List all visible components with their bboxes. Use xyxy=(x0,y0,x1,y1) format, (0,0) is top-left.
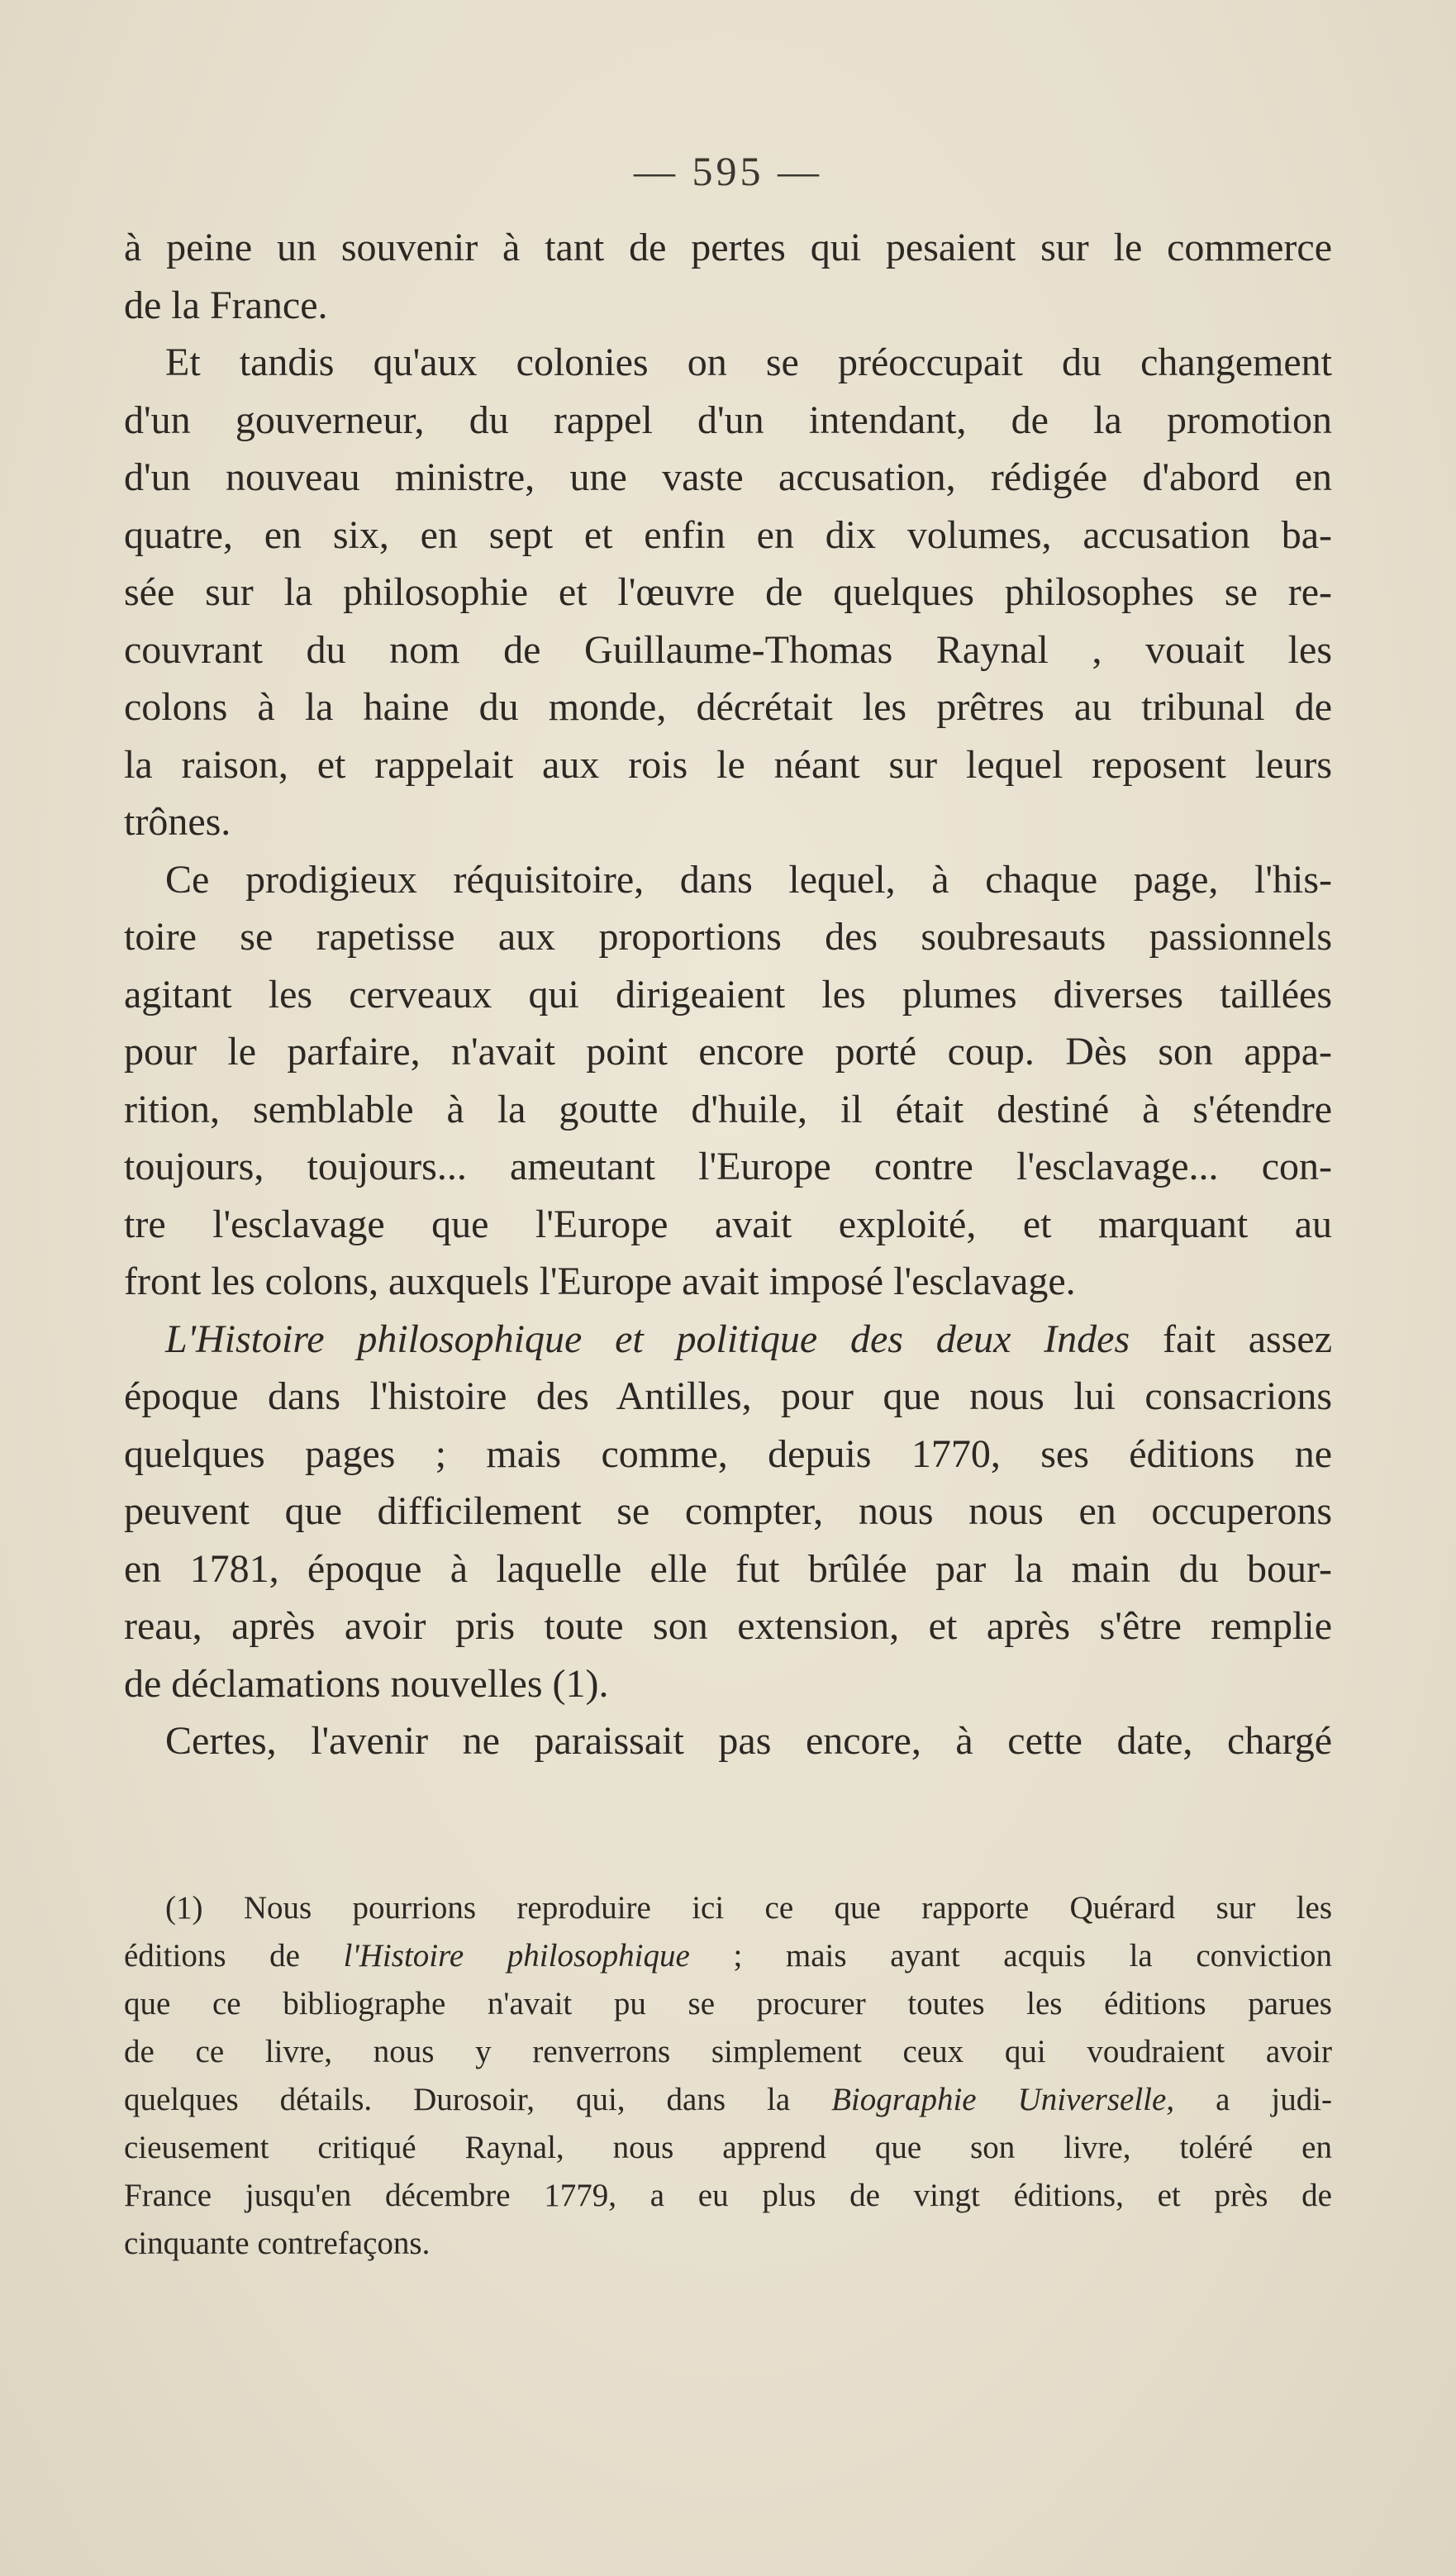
footnote-line: cieusement critiqué Raynal, nous apprend que son livre, toléré en xyxy=(124,2130,1332,2165)
text-line: Ce prodigieux réquisitoire, dans lequel, à chaque page, l'his- xyxy=(165,857,1332,902)
text-line: toujours, toujours... ameutant l'Europe contre l'esclavage... con- xyxy=(124,1145,1332,1188)
footnote-line: que ce bibliographe n'avait pu se procurer toutes les éditions parues xyxy=(124,1986,1332,2021)
footnote-line xyxy=(124,2076,1332,2124)
text-line: à peine un souvenir à tant de pertes qui pesaient sur le commerce xyxy=(124,226,1332,269)
footnote-line: (1) Nous pourrions reproduire ici ce que rapporte Quérard sur les xyxy=(165,1890,1332,1926)
book-title-italic: l'Histoire philosophique xyxy=(343,1938,690,1974)
text-line xyxy=(124,1311,1332,1369)
text-line: colons à la haine du monde, décrétait les prêtres au tribunal de xyxy=(124,685,1332,729)
text-fragment: éditions de xyxy=(124,1938,344,1974)
footnote-line: de ce livre, nous y renverrons simplement ceux qui voudraient avoir xyxy=(124,2034,1332,2069)
footnote-line: France jusqu'en décembre 1779, a eu plus de vingt éditions, et près de xyxy=(124,2178,1332,2213)
text-fragment: ; mais ayant acquis la conviction xyxy=(689,1938,1332,1974)
text-line: quelques pages ; mais comme, depuis 1770, ses éditions ne xyxy=(124,1431,1332,1476)
text-line: quatre, en six, en sept et enfin en dix volumes, accusation ba- xyxy=(124,512,1332,557)
text-line: toire se rapetisse aux proportions des soubresauts passionnels xyxy=(124,915,1332,959)
text-line: rition, semblable à la goutte d'huile, il était destiné à s'étendre xyxy=(124,1087,1332,1131)
text-line: d'un nouveau ministre, une vaste accusation, rédigée d'abord en xyxy=(124,455,1332,499)
text-line: tre l'esclavage que l'Europe avait exploité, et marquant au xyxy=(124,1202,1332,1246)
book-title-italic: L'Histoire philosophique et politique des deux Indes xyxy=(165,1317,1130,1361)
text-line: époque dans l'histoire des Antilles, pour que nous lui consacrions xyxy=(124,1374,1332,1418)
footnote-line: cinquante contrefaçons. xyxy=(124,2226,431,2261)
footnote-line xyxy=(124,1932,1332,1980)
text-line: agitant les cerveaux qui dirigeaient les plumes diverses taillées xyxy=(124,972,1332,1017)
text-line: couvrant du nom de Guillaume-Thomas Raynal , vouait les xyxy=(124,627,1332,672)
page-number: — 595 — xyxy=(634,148,822,194)
text-line: pour le parfaire, n'avait point encore porté coup. Dès son appa- xyxy=(124,1030,1332,1074)
text-line: Et tandis qu'aux colonies on se préoccupait du changement xyxy=(165,340,1332,384)
footnote xyxy=(124,1884,1332,2268)
book-title-italic: Biographie Universelle, xyxy=(831,2082,1175,2117)
text-fragment: fait assez xyxy=(1130,1317,1332,1361)
text-line: de la France. xyxy=(124,283,328,327)
main-text xyxy=(124,219,1332,1770)
text-line: la raison, et rappelait aux rois le néant sur lequel reposent leurs xyxy=(124,742,1332,787)
text-line: reau, après avoir pris toute son extension, et après s'être remplie xyxy=(124,1604,1332,1648)
text-fragment: quelques détails. Durosoir, qui, dans la xyxy=(124,2082,832,2117)
text-line: peuvent que difficilement se compter, nous nous en occuperons xyxy=(124,1489,1332,1533)
text-line: trônes. xyxy=(124,800,231,844)
text-line: en 1781, époque à laquelle elle fut brûlée par la main du bour- xyxy=(124,1546,1332,1591)
text-line: sée sur la philosophie et l'œuvre de quelques philosophes se re- xyxy=(124,570,1332,614)
text-line: front les colons, auxquels l'Europe avait imposé l'esclavage. xyxy=(124,1259,1076,1303)
text-line: d'un gouverneur, du rappel d'un intendant, de la promotion xyxy=(124,398,1332,442)
text-line: Certes, l'avenir ne paraissait pas encore, à cette date, chargé xyxy=(165,1719,1332,1763)
text-fragment: a judi- xyxy=(1174,2082,1332,2117)
text-line: de déclamations nouvelles (1). xyxy=(124,1661,609,1706)
